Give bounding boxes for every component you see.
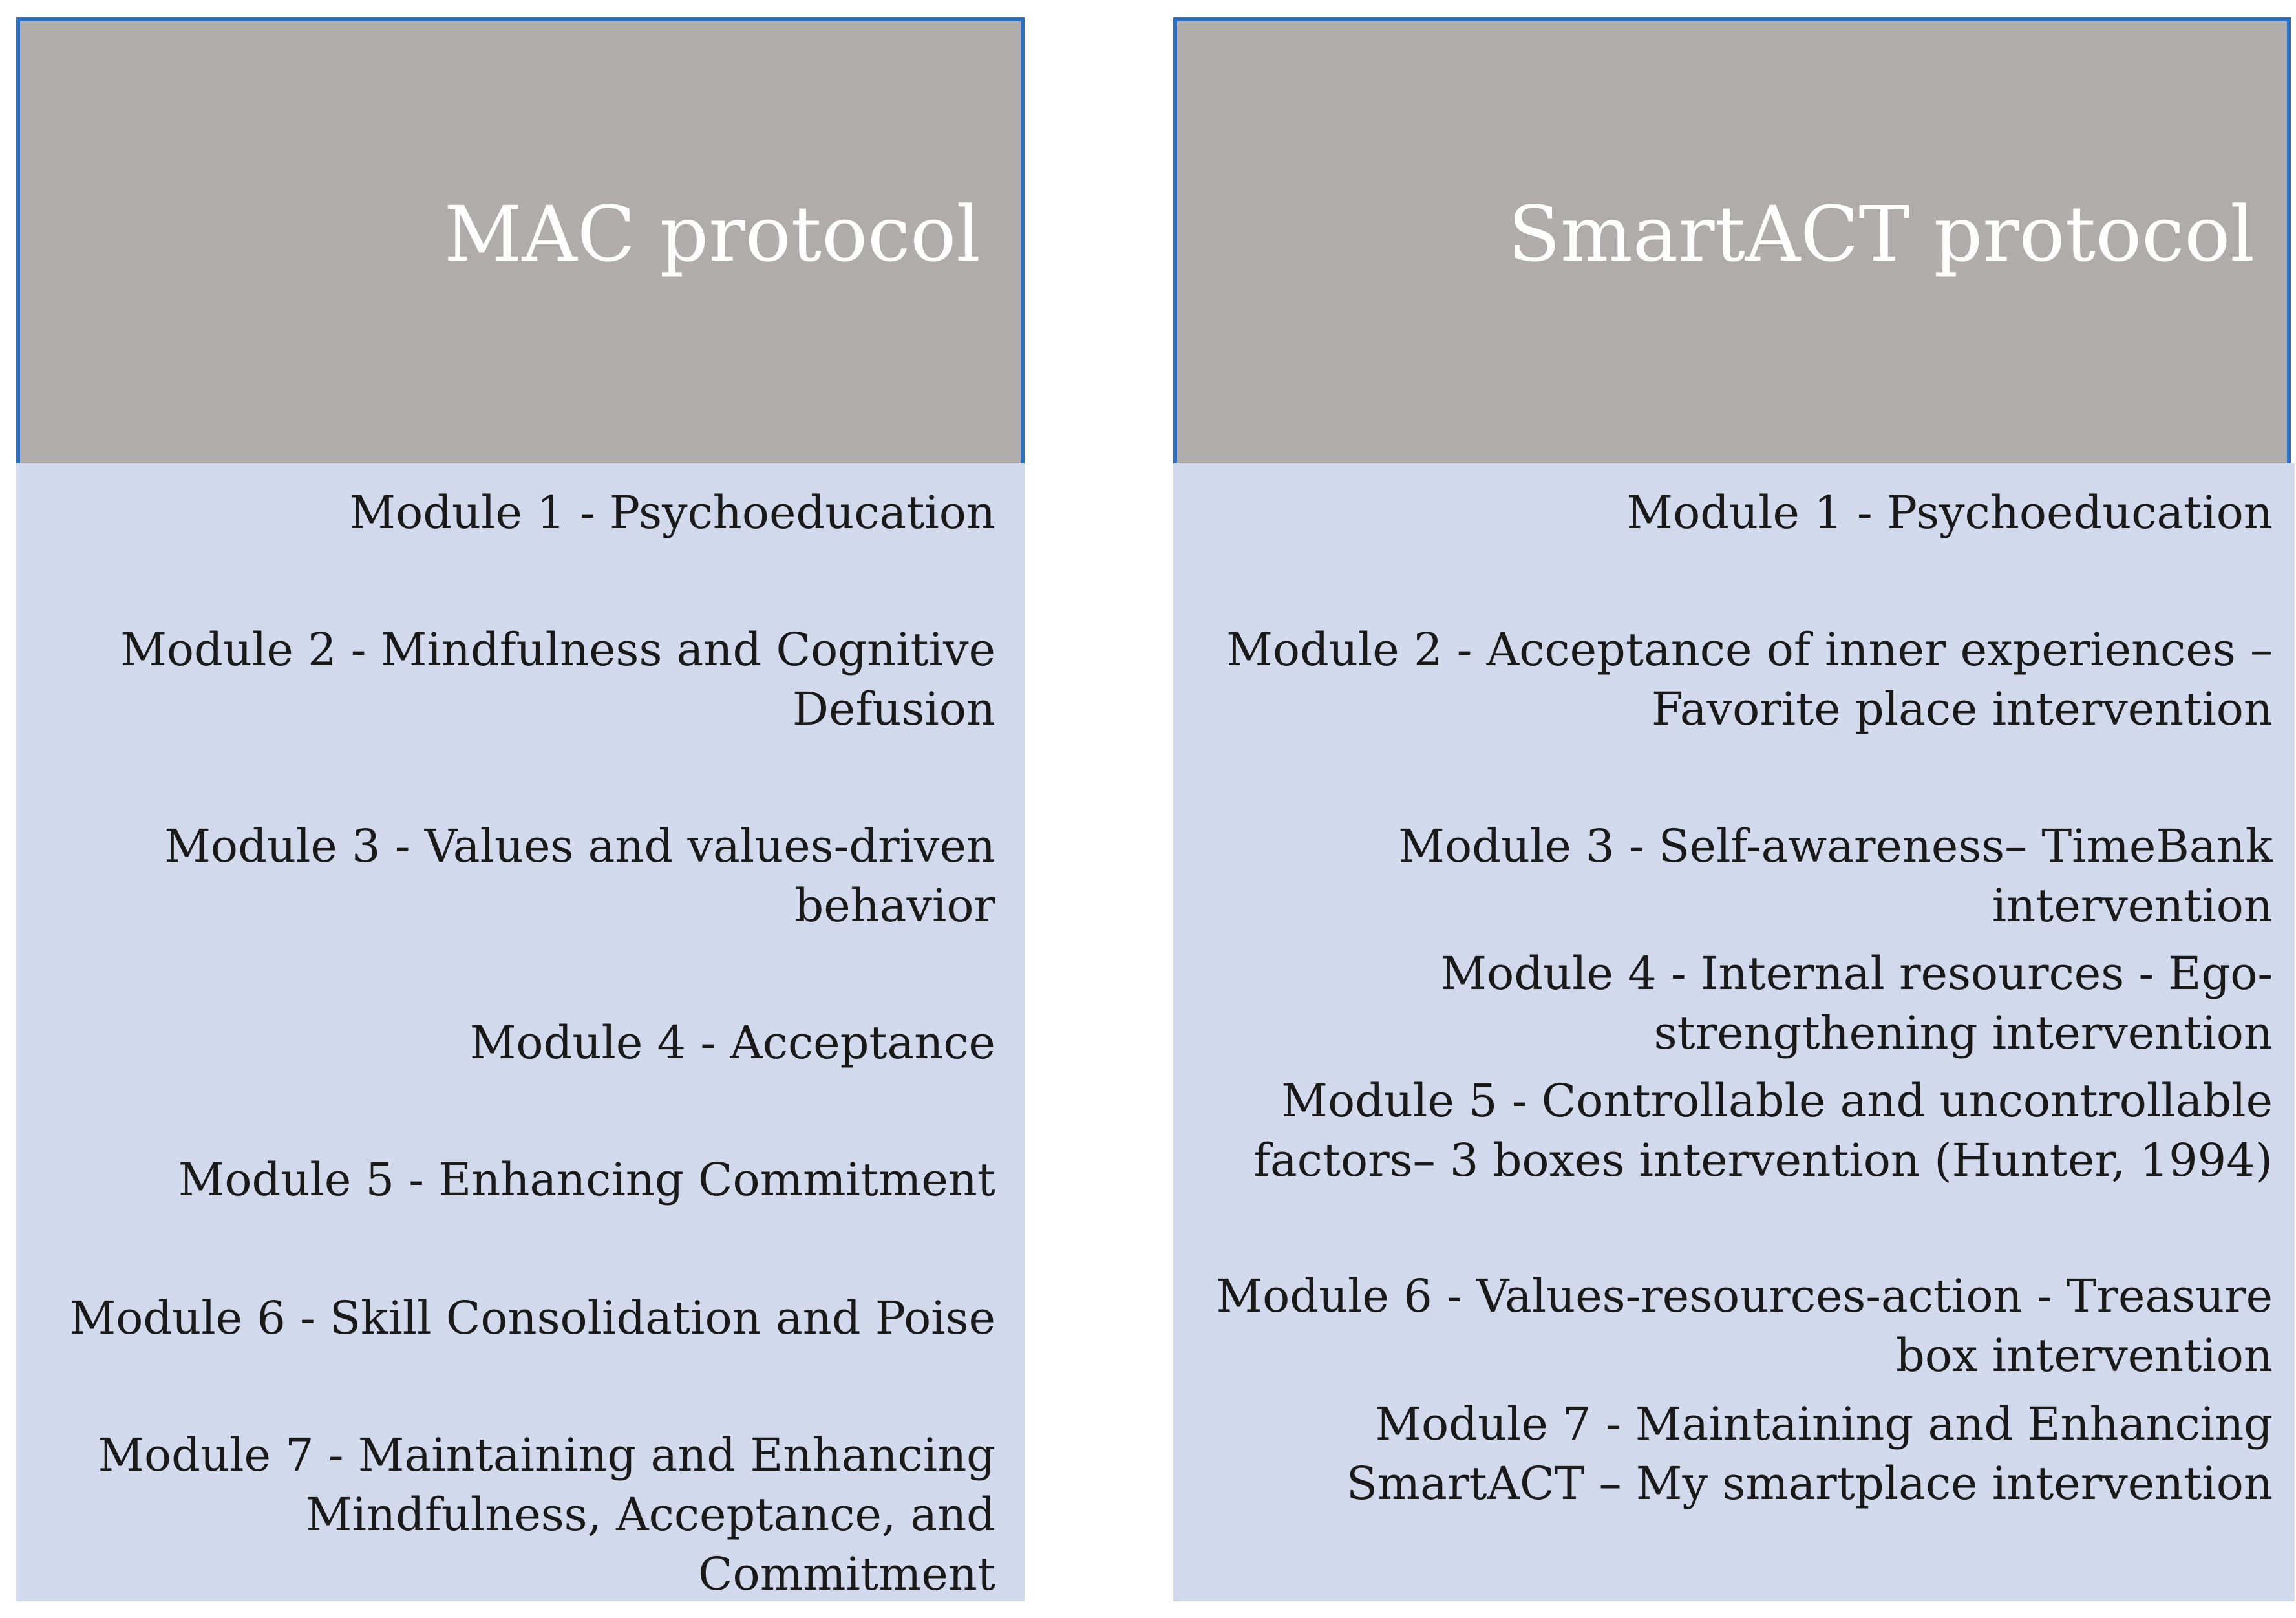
smartact-module-5: Module 5 - Controllable and uncontrollable factors– 3 boxes intervention (Hunter, 1994) bbox=[1253, 1074, 2273, 1187]
mac-module-3: Module 3 - Values and values-driven behavior bbox=[164, 820, 995, 932]
smartact-module-7: Module 7 - Maintaining and Enhancing SmartACT – My smartplace intervention bbox=[1346, 1398, 2273, 1510]
smartact-protocol-header bbox=[1173, 17, 2291, 463]
mac-protocol-title: MAC protocol bbox=[443, 189, 981, 279]
mac-protocol-panel bbox=[16, 17, 1025, 1601]
mac-module-1: Module 1 - Psychoeducation bbox=[349, 486, 995, 539]
smartact-module-6: Module 6 - Values-resources-action - Treasure box intervention bbox=[1216, 1270, 2273, 1382]
smartact-protocol-title: SmartACT protocol bbox=[1508, 189, 2255, 279]
mac-protocol-header bbox=[16, 17, 1025, 463]
mac-module-6: Module 6 - Skill Consolidation and Poise bbox=[69, 1292, 995, 1345]
mac-module-2: Module 2 - Mindfulness and Cognitive Defusion bbox=[120, 623, 995, 736]
smartact-module-2: Module 2 - Acceptance of inner experiences – Favorite place intervention bbox=[1226, 623, 2273, 736]
mac-module-4: Module 4 - Acceptance bbox=[469, 1016, 995, 1069]
smartact-module-1: Module 1 - Psychoeducation bbox=[1626, 486, 2273, 539]
mac-module-5: Module 5 - Enhancing Commitment bbox=[178, 1153, 995, 1206]
mac-protocol-module-list bbox=[16, 463, 1025, 1601]
mac-module-7: Module 7 - Maintaining and Enhancing Mindfulness, Acceptance, and Commitment bbox=[98, 1429, 995, 1601]
smartact-module-4: Module 4 - Internal resources - Ego- strengthening intervention bbox=[1440, 947, 2273, 1059]
smartact-module-3: Module 3 - Self-awareness– TimeBank intervention bbox=[1398, 820, 2273, 932]
smartact-protocol-panel bbox=[1173, 17, 2295, 1601]
smartact-protocol-module-list bbox=[1173, 463, 2295, 1601]
